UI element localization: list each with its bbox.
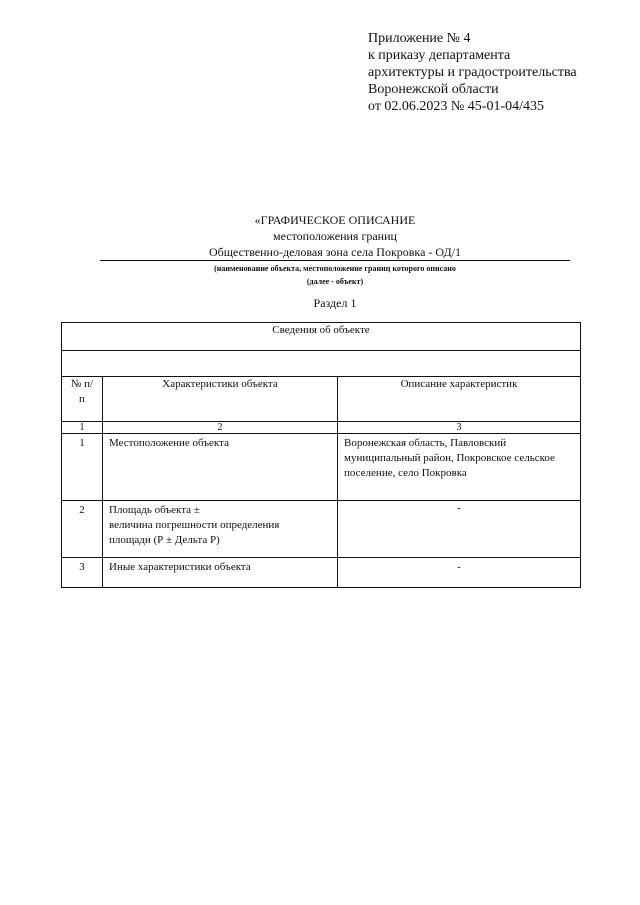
characteristic-line: Площадь объекта ± <box>109 504 200 516</box>
column-number-row <box>62 422 581 434</box>
row-description: - <box>338 501 581 558</box>
row-description: - <box>338 558 581 588</box>
object-info-table <box>61 322 581 588</box>
table-row <box>62 434 581 501</box>
document-title <box>100 212 570 310</box>
appendix-line: к приказу департамента <box>368 48 511 63</box>
row-characteristic <box>103 501 338 558</box>
table-heading: Сведения об объекте <box>62 323 581 351</box>
column-number: 3 <box>338 422 581 434</box>
row-characteristic: Местоположение объекта <box>103 434 338 501</box>
column-header-description: Описание характеристик <box>338 377 581 422</box>
appendix-line: Приложение № 4 <box>368 31 471 46</box>
column-header-characteristic: Характеристики объекта <box>103 377 338 422</box>
appendix-line: от 02.06.2023 № 45-01-04/435 <box>368 99 545 114</box>
table-row <box>62 501 581 558</box>
column-header-num: № п/п <box>62 377 103 422</box>
column-number: 1 <box>62 422 103 434</box>
object-name-note-2: (далее - объект) <box>306 277 364 286</box>
appendix-header <box>368 30 577 115</box>
section-title: Раздел 1 <box>313 296 357 310</box>
row-number: 3 <box>62 558 103 588</box>
table-empty-row <box>62 351 581 377</box>
appendix-line: архитектуры и градостроительства <box>368 65 577 80</box>
appendix-line: Воронежской области <box>368 82 499 97</box>
column-header-row <box>62 377 581 422</box>
title-line-2: местоположения границ <box>273 229 397 243</box>
table-heading-row <box>62 323 581 351</box>
row-number: 2 <box>62 501 103 558</box>
title-line-1: «ГРАФИЧЕСКОЕ ОПИСАНИЕ <box>254 213 416 227</box>
characteristic-line: площади (Р ± Дельта Р) <box>109 534 220 546</box>
object-name-note: (наименование объекта, местоположение границ которого описано <box>214 264 456 273</box>
empty-cell <box>62 351 581 377</box>
object-name: Общественно-деловая зона села Покровка - ОД/1 <box>100 244 570 261</box>
column-number: 2 <box>103 422 338 434</box>
row-characteristic: Иные характеристики объекта <box>103 558 338 588</box>
row-number: 1 <box>62 434 103 501</box>
table-row <box>62 558 581 588</box>
row-description: Воронежская область, Павловский муниципальный район, Покровское сельское поселение, село Покровка <box>338 434 581 501</box>
characteristic-line: величина погрешности определения <box>109 519 280 531</box>
